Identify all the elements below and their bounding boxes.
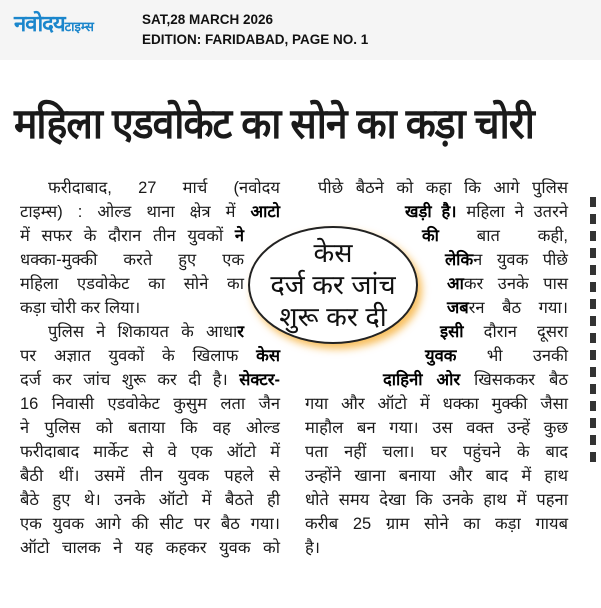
body-text: बैठे हुए थे। उनके ऑटो में बैठते ही [20, 491, 280, 509]
pullquote-line: दर्ज कर जांच [270, 270, 396, 300]
adjacent-column-edge [590, 190, 601, 469]
bold-text: केस [256, 347, 280, 365]
body-text: गया और ऑटो में धक्का मुक्की जैसा [305, 395, 568, 413]
body-text: कड़ा चोरी कर लिया। [20, 299, 141, 317]
bold-text: दाहिनी ओर [383, 371, 461, 389]
article-line [425, 344, 568, 368]
left-column [20, 176, 280, 560]
body-text: धक्का-मुक्की करते हुए एक [20, 251, 244, 269]
article-line [20, 272, 244, 296]
edition-page: EDITION: FARIDABAD, PAGE NO. 1 [142, 32, 369, 47]
body-text: दौरान दूसरा [463, 323, 568, 341]
bold-text: युवक [425, 347, 457, 365]
article-line [20, 248, 244, 272]
article-line [440, 320, 568, 344]
article-line [48, 320, 244, 344]
body-text: रन बैठ गया। [468, 299, 568, 317]
article-line [48, 176, 280, 200]
body-text: महिला एडवोकेट का सोने का [20, 275, 244, 293]
body-text: करीब 25 ग्राम सोने का कड़ा गायब [305, 515, 568, 533]
article-line [405, 200, 568, 224]
article-line [305, 392, 568, 416]
article-line [305, 512, 568, 536]
body-text: ऑटो चालक ने यह कहकर युवक को [20, 539, 280, 557]
body-text: भी उनकी [456, 347, 568, 365]
body-text: है। [305, 539, 321, 557]
article-line [20, 200, 280, 224]
body-text: ने पुलिस को बताया कि वह ओल्ड [20, 419, 280, 437]
article-line [20, 440, 280, 464]
bold-text: सेक्टर- [239, 371, 280, 389]
bold-text: आटो [250, 203, 280, 221]
body-text: पुलिस ने शिकायत के आधा [48, 323, 238, 341]
bold-text: खड़ी है। [405, 203, 457, 221]
article-line [20, 464, 280, 488]
article-line [305, 440, 568, 464]
body-text: उन्होंने खाना बनाया और बाद में हाथ [305, 467, 568, 485]
article-line [20, 536, 280, 560]
body-text: बैठी थीं। उसमें तीन युवक पहले से [20, 467, 280, 485]
bold-text: आ [447, 275, 464, 293]
article-line [445, 248, 568, 272]
article-line [305, 416, 568, 440]
body-text: खिसककर बैठ [460, 371, 568, 389]
logo-main-text: नवोदय [14, 11, 65, 36]
right-column [305, 176, 568, 560]
bold-text: लेकि [445, 251, 474, 269]
body-text: माहौल बन गया। उस वक्त उन्हें कुछ [305, 419, 568, 437]
body-text: टाइम्स) : ओल्ड थाना क्षेत्र में [20, 203, 251, 221]
body-text: में सफर के दौरान तीन युवकों [20, 227, 235, 245]
body-text: पीछे बैठने को कहा कि आगे पुलिस [318, 179, 568, 197]
body-text: न युवक पीछे [473, 251, 568, 269]
bold-text: जब [447, 299, 469, 317]
article-line [20, 368, 280, 392]
body-text: पता नहीं चला। घर पहुंचने के बाद [305, 443, 568, 461]
article-line [318, 176, 568, 200]
pullquote-line: केस [313, 238, 353, 268]
bold-text: इसी [440, 323, 464, 341]
edition-info [142, 10, 368, 50]
article-line [305, 536, 568, 560]
article-line [20, 296, 244, 320]
article-line [447, 296, 568, 320]
body-text: एक युवक आगे की सीट पर बैठ गया। [20, 515, 280, 533]
body-text: पर अज्ञात युवकों के खिलाफ [20, 347, 257, 365]
article-line [422, 224, 568, 248]
article-line [20, 512, 280, 536]
article-line [20, 416, 280, 440]
pullquote-line: शुरू कर दी [279, 302, 387, 332]
body-text: कर उनके पास [463, 275, 568, 293]
body-text: धोते समय देखा कि उनके हाथ में पहना [305, 491, 568, 509]
body-text: फरीदाबाद मार्केट से वे एक ऑटो में [20, 443, 280, 461]
headline: महिला एडवोकेट का सोने का कड़ा चोरी [14, 100, 534, 147]
body-text: बात कही, [438, 227, 568, 245]
bold-text: र [237, 323, 244, 341]
article-line [20, 344, 280, 368]
article-line [20, 224, 244, 248]
article-line [20, 488, 280, 512]
issue-date: SAT,28 MARCH 2026 [142, 12, 274, 27]
body-text: 16 निवासी एडवोकेट कुसुम लता जैन [20, 395, 280, 413]
body-text: महिला ने उतरने [456, 203, 568, 221]
article-line [447, 272, 568, 296]
logo-sub-text: टाइम्स [64, 19, 94, 34]
article-line [20, 392, 280, 416]
body-text: फरीदाबाद, 27 मार्च (नवोदय [48, 179, 280, 197]
article-line [305, 464, 568, 488]
masthead-bar [0, 0, 601, 60]
body-text: दर्ज कर जांच शुरू कर दी है। [20, 371, 240, 389]
bold-text: की [422, 227, 439, 245]
article-line [305, 488, 568, 512]
article-line [383, 368, 568, 392]
newspaper-logo[interactable] [14, 8, 94, 38]
bold-text: ने [234, 227, 244, 245]
